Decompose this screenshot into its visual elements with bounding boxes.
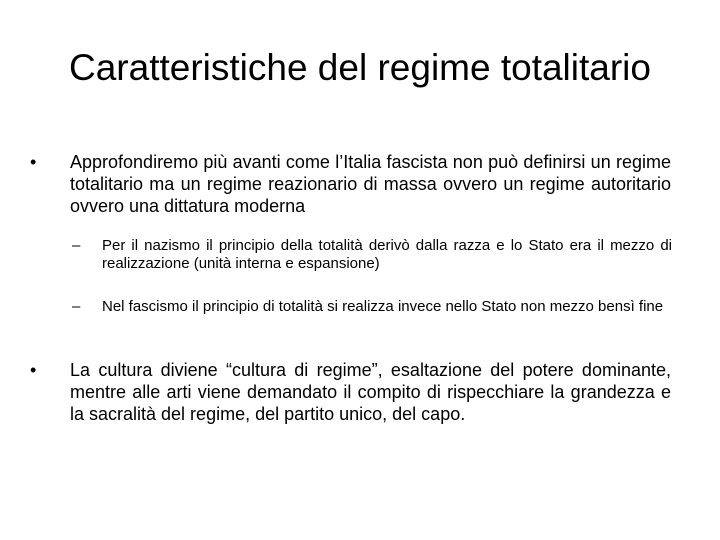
sub-bullet-marker: – — [72, 298, 81, 315]
sub-bullet-text: Per il nazismo il principio della totalità derivò dalla razza e lo Stato era il mezzo di realizzazione (unità interna e espansione) — [102, 237, 672, 272]
bullet-marker: • — [30, 152, 37, 172]
sub-bullet-item — [72, 237, 672, 273]
sub-bullet-marker: – — [72, 237, 81, 254]
bullet-text: Approfondiremo più avanti come l’Italia fascista non può definirsi un regime totalitario ma un regime reazionario di massa ovvero un regime autoritario ovvero una dittatura moderna — [70, 152, 671, 216]
bullet-item — [30, 359, 671, 425]
bullet-text: La cultura diviene “cultura di regime”, esaltazione del potere dominante, mentre alle arti viene demandato il compito di rispecchiare la grandezza e la sacralità del regime, del partito unico, del capo. — [70, 360, 671, 424]
sub-bullet-item — [72, 298, 672, 316]
bullet-marker: • — [30, 360, 37, 380]
slide-title: Caratteristiche del regime totalitario — [69, 47, 651, 88]
bullet-item — [30, 151, 671, 217]
sub-bullet-text: Nel fascismo il principio di totalità si realizza invece nello Stato non mezzo bensì fine — [102, 298, 664, 315]
